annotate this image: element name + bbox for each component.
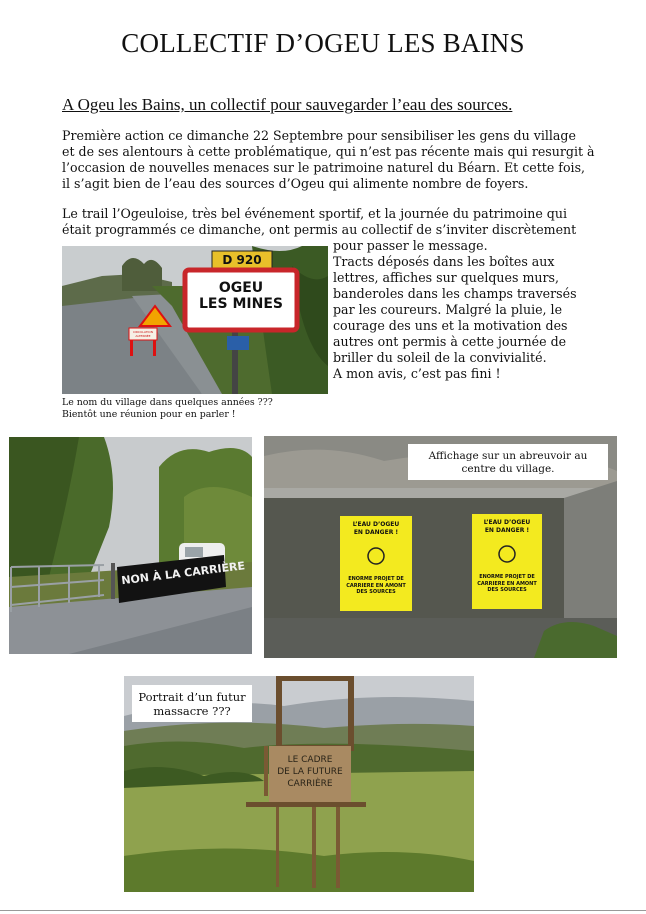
intro-line: Première action ce dimanche 22 Septembre pour sensibiliser les gens du village [62, 128, 576, 143]
trough-callout [408, 444, 608, 480]
village-sign-photo [62, 246, 328, 394]
intro-line: l’occasion de nouvelles menaces sur le patrimoine naturel du Béarn. Et cette fois, [62, 160, 586, 175]
poster-line: L’EAU D’OGEU [352, 521, 400, 528]
sign-line: DE LA FUTURE [277, 767, 343, 777]
page-title: COLLECTIF D’OGEU LES BAINS [121, 28, 525, 58]
side-line: par les coureurs. Malgré la pluie, le [333, 302, 563, 317]
posters-photo [264, 436, 617, 658]
side-line: lettres, affiches sur quelques murs, [333, 270, 559, 285]
sign-line: CARRIÈRE [287, 779, 333, 789]
poster-right-body [472, 574, 542, 594]
side-line: pour passer le message. [333, 238, 488, 253]
poster-line: CARRIERE EN AMONT [477, 580, 537, 587]
side-line: A mon avis, c’est pas fini ! [333, 366, 501, 381]
village-sign-caption [62, 397, 273, 421]
poster-line: DES SOURCES [487, 587, 527, 593]
callout-line: Portrait d’un futur [138, 690, 246, 704]
road-number-sign: D 920 [222, 253, 262, 267]
side-line: briller du soleil de la convivialité. [333, 350, 547, 365]
poster-line: EN DANGER ! [353, 529, 399, 536]
poster-line: ENORME PROJET DE [479, 574, 535, 580]
banner-photo [9, 437, 252, 654]
page-bottom-rule [0, 910, 646, 911]
caption-line: Bientôt une réunion pour en parler ! [62, 409, 236, 420]
poster-right-heading [472, 519, 542, 535]
page-subtitle: A Ogeu les Bains, un collectif pour sauvegarder l’eau des sources. [62, 95, 513, 114]
trail-line: était programmés ce dimanche, ont permis au collectif de s’inviter discrètement [62, 222, 577, 237]
poster-left-body [340, 576, 412, 596]
poster-line: L’EAU D’OGEU [483, 519, 531, 526]
caption-line: Le nom du village dans quelques années ??? [62, 397, 273, 408]
poster-line: ENORME PROJET DE [348, 576, 404, 582]
callout-line: Affichage sur un abreuvoir au [428, 450, 588, 462]
intro-paragraph [62, 128, 595, 192]
frame-photo [124, 676, 474, 892]
side-line: Tracts déposés dans les boîtes aux [333, 254, 555, 269]
poster-line: DES SOURCES [356, 589, 396, 595]
roadworks-sign: CIRCULATION ALTERNÉE [132, 330, 154, 338]
side-line: autres ont permis à cette journée de [333, 334, 567, 349]
intro-line: et de ses alentours à cette problématique, qui n’est pas récente mais qui resurgit à [62, 144, 595, 159]
town-sign-line: LES MINES [199, 296, 283, 312]
poster-left-heading [340, 521, 412, 537]
town-sign-line: OGEU [218, 280, 264, 296]
side-paragraph [333, 238, 577, 382]
callout-line: massacre ??? [153, 704, 231, 718]
village-sign-image [62, 246, 328, 394]
banner-text: NON À LA CARRIÈRE [120, 559, 246, 588]
trail-paragraph [62, 206, 576, 238]
side-line: courage des uns et la motivation des [333, 318, 568, 333]
trail-line: Le trail l’Ogeuloise, très bel événement sportif, et la journée du patrimoine qui [62, 206, 568, 221]
poster-line: CARRIERE EN AMONT [346, 582, 406, 589]
side-line: banderoles dans les champs traversés [333, 286, 577, 301]
cardboard-sign [269, 754, 351, 790]
banner-image [9, 437, 252, 654]
town-sign [190, 280, 292, 312]
callout-line: centre du village. [461, 463, 555, 475]
sign-line: LE CADRE [287, 755, 333, 765]
poster-line: EN DANGER ! [484, 527, 530, 534]
frame-callout [132, 685, 252, 722]
intro-line: il s’agit bien de l’eau des sources d’Ogeu qui alimente nombre de foyers. [62, 176, 529, 191]
